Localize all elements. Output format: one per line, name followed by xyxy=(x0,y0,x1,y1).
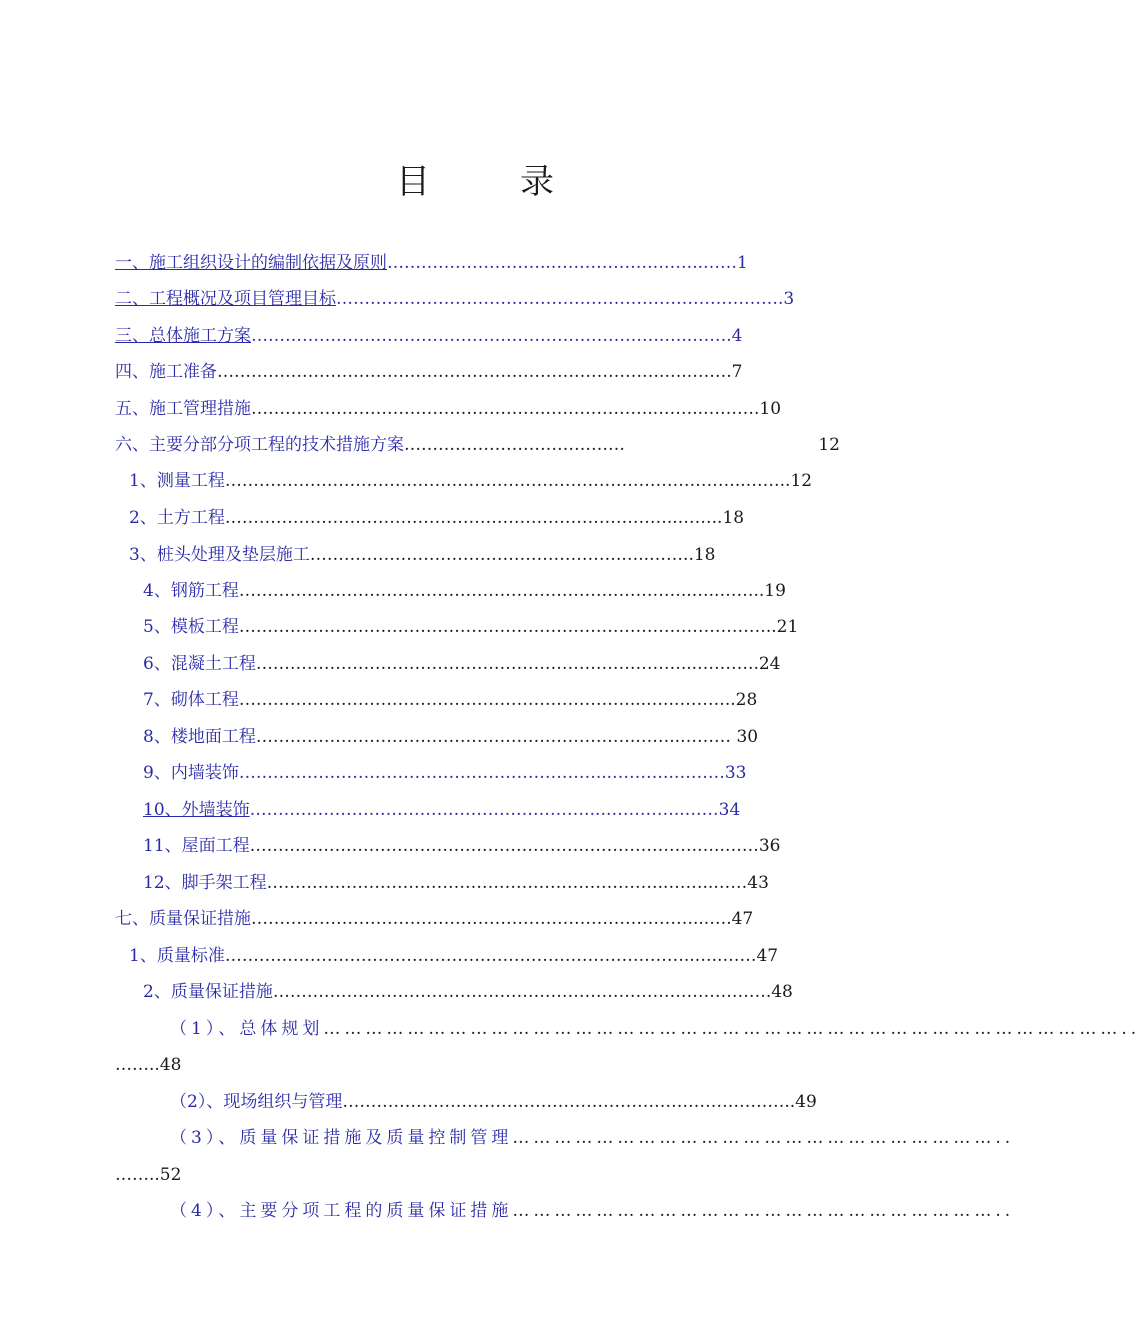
toc-entry-12[interactable] xyxy=(143,649,840,679)
toc-entry-text[interactable]: 1、测量工程 xyxy=(129,471,225,491)
toc-leader: ………………………………………………………………………………..……..12 xyxy=(224,471,813,491)
toc-entry-20[interactable] xyxy=(129,941,840,971)
toc-entry-19[interactable] xyxy=(115,904,840,934)
toc-leader: ……………………………………………………………………...….47 xyxy=(251,909,754,929)
toc-entry-24-wrap xyxy=(115,1160,840,1190)
toc-entry-text[interactable]: （3）、质量保证措施及质量控制管理 xyxy=(170,1128,513,1148)
toc-leader: ………………………………………………………….……..……… 30 xyxy=(255,727,759,747)
toc-page-number: 12 xyxy=(818,435,840,455)
toc-leader: ………………………………………………………...………..………33 xyxy=(238,763,747,783)
toc-entry-text[interactable]: 7、砌体工程 xyxy=(143,690,239,710)
toc-leader: ………………………………… xyxy=(404,435,625,455)
toc-entry-21[interactable] xyxy=(143,977,840,1007)
toc-leader: ……………………………………………………………….…..…….4 xyxy=(251,326,743,346)
toc-leader: …………………………………………………………………………………………………….. xyxy=(323,1019,1140,1039)
toc-entry-16[interactable] xyxy=(143,795,840,825)
toc-entry-text[interactable]: 11、屋面工程 xyxy=(143,836,250,856)
toc-entry-text[interactable]: 二、工程概况及项目管理目标 xyxy=(115,289,336,309)
toc-leader: ……………………………………………………...…………..……34 xyxy=(249,800,741,820)
toc-entry-2[interactable] xyxy=(115,284,840,314)
toc-entry-3[interactable] xyxy=(115,321,840,351)
toc-entry-text[interactable]: 2、质量保证措施 xyxy=(143,982,273,1002)
toc-entry-17[interactable] xyxy=(143,831,840,861)
toc-entry-24[interactable] xyxy=(170,1123,1015,1153)
toc-entry-text[interactable]: 七、质量保证措施 xyxy=(115,909,251,929)
toc-leader: …………………………………………………………….. xyxy=(512,1128,1015,1148)
toc-leader: …………………………………………………………………….…..……36 xyxy=(249,836,781,856)
toc-entry-text[interactable]: 9、内墙装饰 xyxy=(143,763,239,783)
toc-leader-wrap: ……..52 xyxy=(115,1165,182,1185)
toc-entry-text[interactable]: 8、楼地面工程 xyxy=(143,727,256,747)
toc-entry-text[interactable]: （2）、现场组织与管理 xyxy=(170,1092,343,1112)
toc-entry-6[interactable] xyxy=(115,430,840,460)
toc-title: 目 录 xyxy=(396,162,582,202)
toc-entry-11[interactable] xyxy=(143,612,840,642)
toc-entry-text[interactable]: 四、施工准备 xyxy=(115,362,217,382)
toc-entry-23[interactable] xyxy=(170,1087,840,1117)
toc-entry-text[interactable]: 六、主要分部分项工程的技术措施方案 xyxy=(115,435,404,455)
toc-leader: …………………………………………………………….. xyxy=(512,1201,1015,1221)
toc-entry-13[interactable] xyxy=(143,685,840,715)
toc-entry-text[interactable]: （1）、总体规划 xyxy=(170,1019,324,1039)
toc-leader: ……………………………………………………………………..49 xyxy=(342,1092,817,1112)
toc-entry-text[interactable]: 一、施工组织设计的编制依据及原则 xyxy=(115,253,387,273)
toc-leader: ………………………..……………….……..……1 xyxy=(387,253,748,273)
toc-entry-text[interactable]: 10、外墙装饰 xyxy=(143,800,250,820)
toc-entry-9[interactable] xyxy=(129,540,840,570)
toc-leader: ……………………………………………………………………..…..……..19 xyxy=(238,581,786,601)
toc-leader: ………………………………………………………………………..…..……47 xyxy=(224,946,779,966)
toc-leader: …………………………………………………………………….…..…….7 xyxy=(217,362,743,382)
toc-leader: …………………………………………………………………………………..21 xyxy=(238,617,799,637)
toc-entry-text[interactable]: 2、土方工程 xyxy=(129,508,225,528)
toc-entry-10[interactable] xyxy=(143,576,840,606)
toc-leader: …………………………………………………………………………….48 xyxy=(272,982,793,1002)
toc-entry-text[interactable]: 6、混凝土工程 xyxy=(143,654,256,674)
toc-entry-text[interactable]: 三、总体施工方案 xyxy=(115,326,251,346)
toc-entry-text[interactable]: 3、桩头处理及垫层施工 xyxy=(129,545,310,565)
toc-entry-5[interactable] xyxy=(115,394,840,424)
toc-entry-text[interactable]: 5、模板工程 xyxy=(143,617,239,637)
toc-entry-text[interactable]: 1、质量标准 xyxy=(129,946,225,966)
toc-leader: ……………………………………………………………...…..………..28 xyxy=(238,690,758,710)
toc-entry-4[interactable] xyxy=(115,357,840,387)
toc-entry-18[interactable] xyxy=(143,868,840,898)
toc-entry-22[interactable] xyxy=(170,1014,1140,1044)
toc-leader: ……………………………………………….…..……..18 xyxy=(309,545,716,565)
toc-entry-text[interactable]: 4、钢筋工程 xyxy=(143,581,239,601)
toc-entry-text[interactable]: （4）、主要分项工程的质量保证措施 xyxy=(170,1201,513,1221)
toc-leader: …………………………………………………………………...………..24 xyxy=(255,654,781,674)
toc-leader: ……………………………………………………………..……..……43 xyxy=(266,873,769,893)
toc-entry-8[interactable] xyxy=(129,503,840,533)
toc-leader: …………………………………………………………………….3 xyxy=(336,289,795,309)
toc-entry-14[interactable] xyxy=(143,722,840,752)
toc-entry-25[interactable] xyxy=(170,1196,1015,1226)
toc-entry-15[interactable] xyxy=(143,758,840,788)
toc-entry-7[interactable] xyxy=(129,466,840,496)
toc-entry-1[interactable] xyxy=(115,248,840,278)
toc-leader: …………………………………………….………………..……..……….10 xyxy=(251,399,782,419)
toc-entry-text[interactable]: 五、施工管理措施 xyxy=(115,399,251,419)
toc-entry-22-wrap xyxy=(115,1050,840,1080)
toc-leader: ……………………………………………………………………..……..18 xyxy=(224,508,745,528)
toc-entry-text[interactable]: 12、脚手架工程 xyxy=(143,873,267,893)
toc-leader-wrap: ……..48 xyxy=(115,1055,182,1075)
